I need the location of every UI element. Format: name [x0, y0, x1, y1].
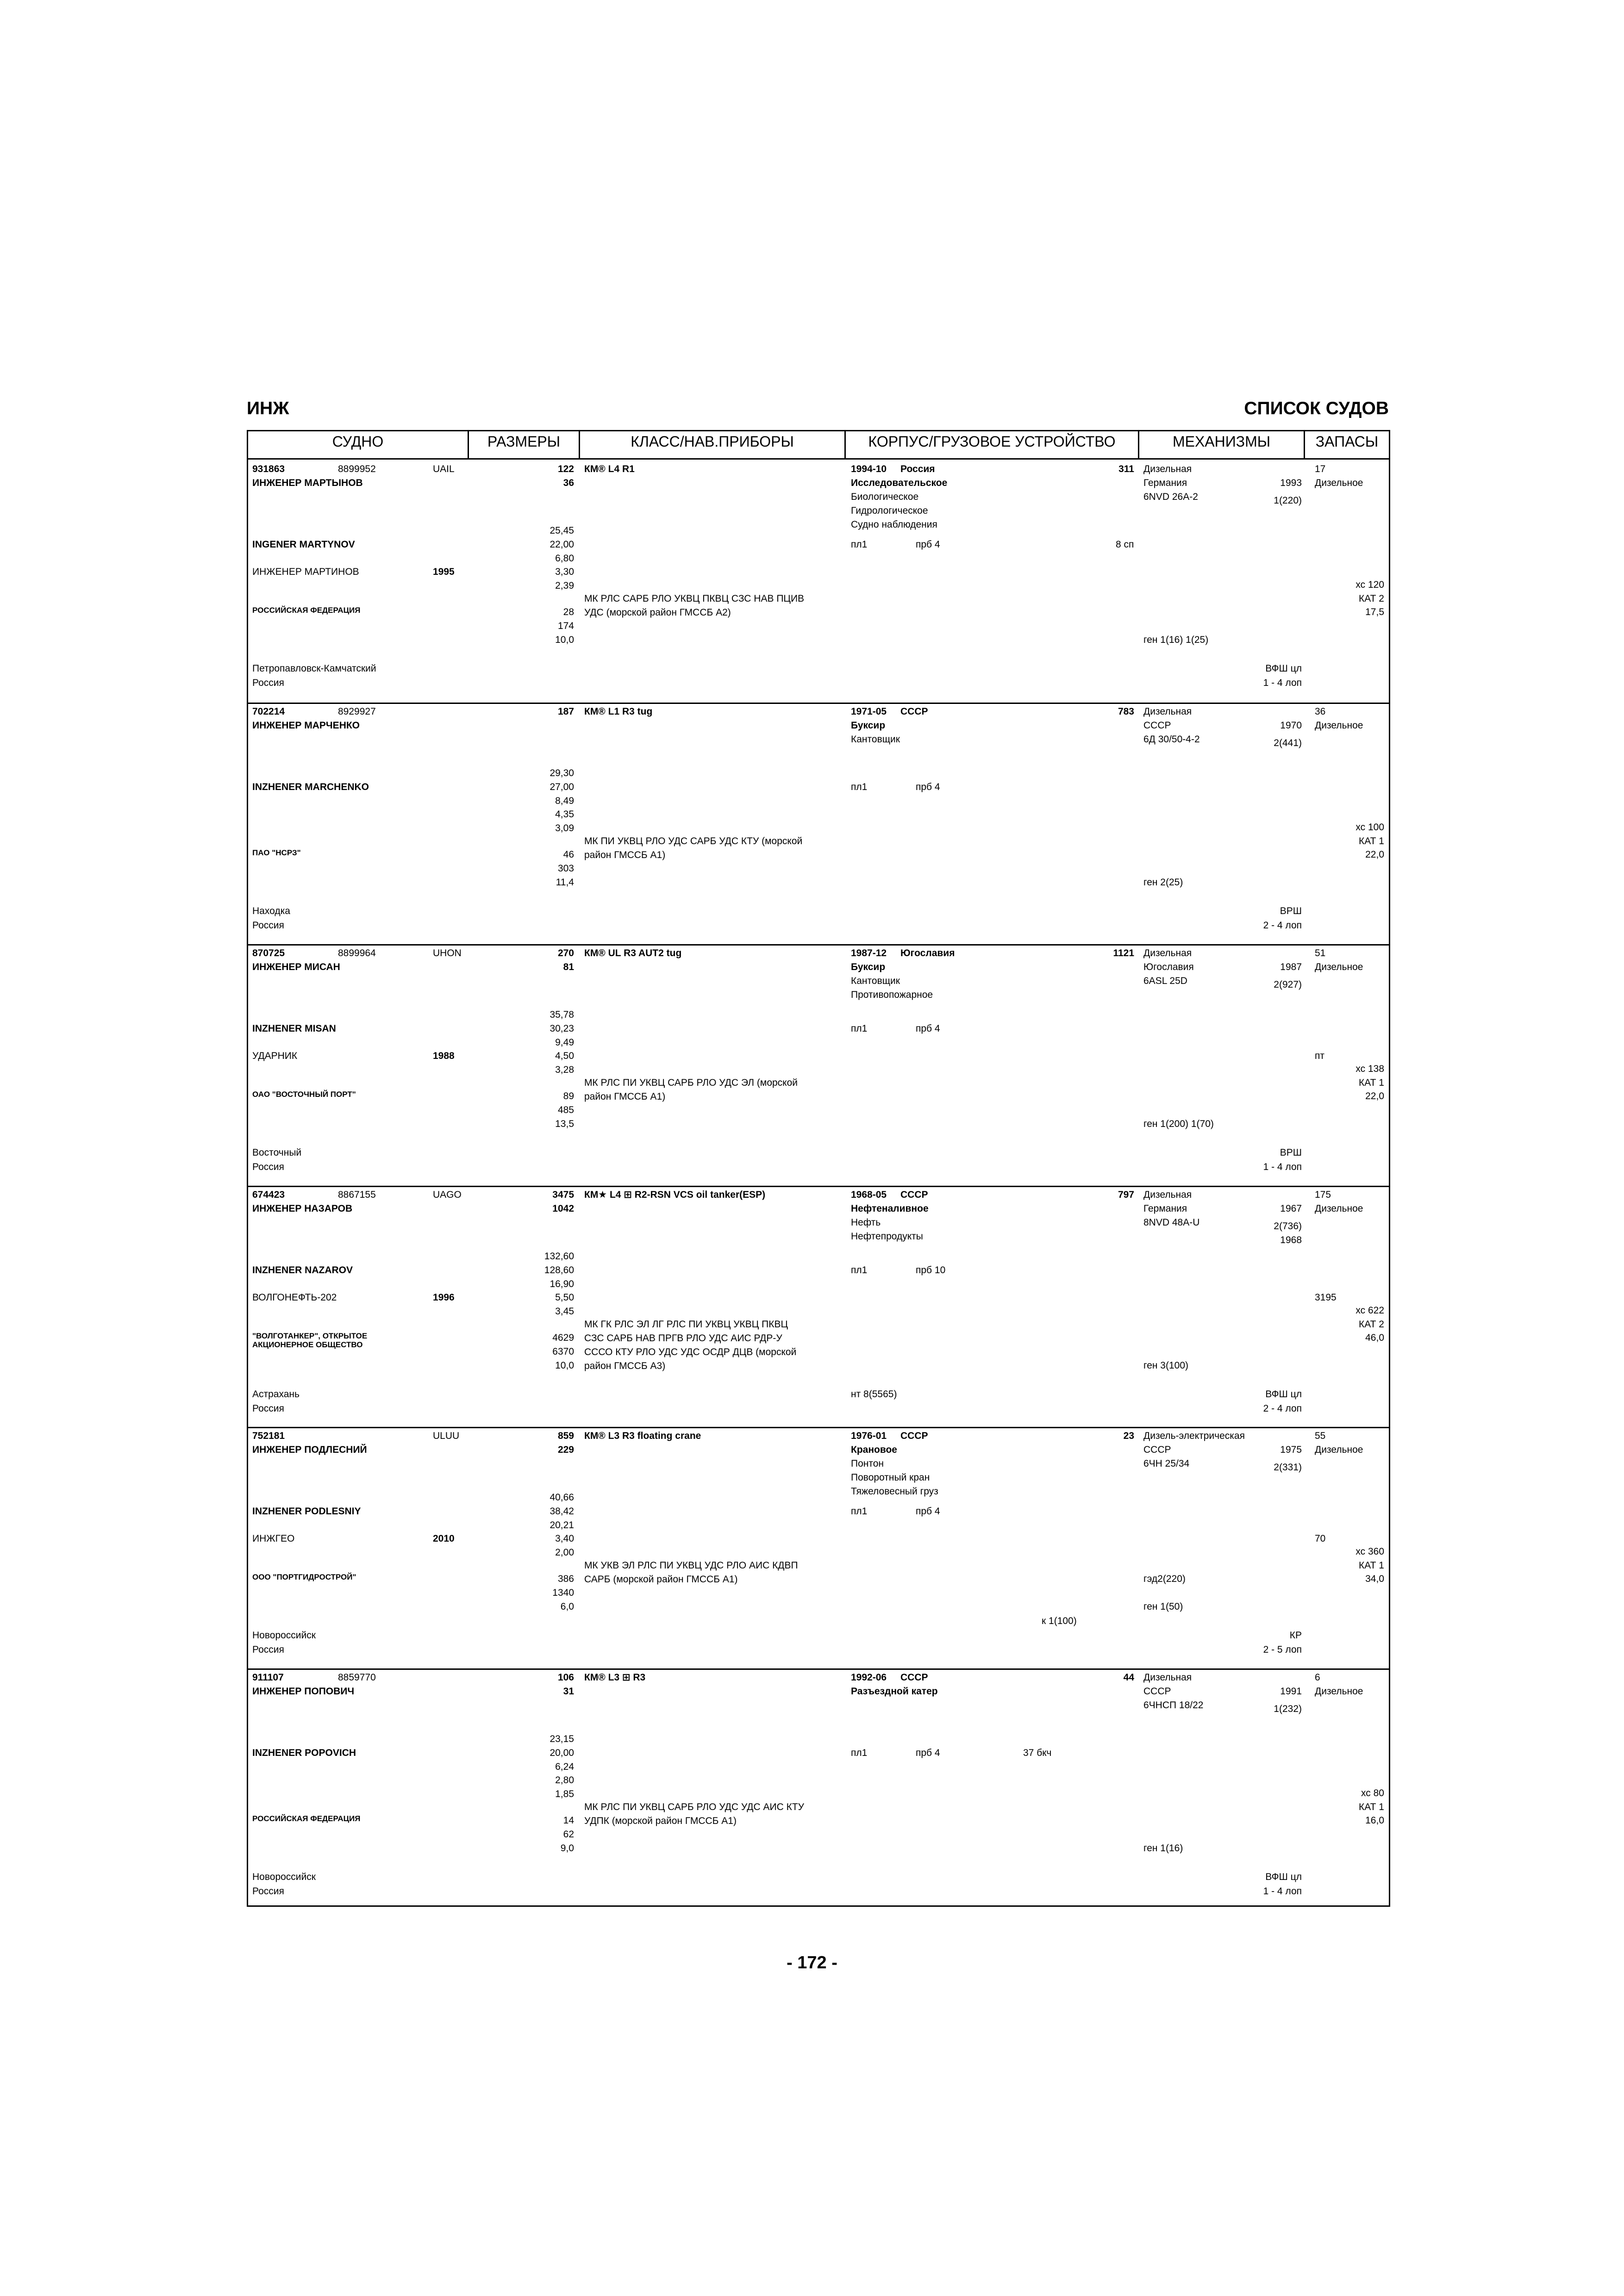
nav-equipment-line: САРБ (морской район ГМССБ А1): [584, 1574, 738, 1585]
supply-fuel: Дизельное: [1315, 1444, 1363, 1455]
crane-info: к 1(100): [1042, 1616, 1077, 1626]
call-sign: UAIL: [433, 464, 455, 474]
supply-category: КАТ 1: [1359, 1802, 1384, 1812]
dimension-value: 62: [563, 1829, 574, 1840]
former-name: ИНЖГЕО: [252, 1533, 295, 1544]
dimension-value: 8,49: [555, 796, 574, 806]
dimension-value: 2,39: [555, 580, 574, 591]
table-right-border: [1389, 430, 1390, 1907]
supply-fuel: Дизельное: [1315, 1203, 1363, 1214]
former-name: ВОЛГОНЕФТЬ-202: [252, 1292, 337, 1303]
dimension-value: 11,4: [556, 877, 574, 888]
dimension-value: 386: [557, 1574, 574, 1584]
registry-number: 870725: [252, 948, 285, 958]
vessel-type: Биологическое: [851, 492, 919, 502]
build-date: 1987-12: [851, 948, 887, 958]
dimension-value: 106: [557, 1672, 574, 1683]
supply-category: КАТ 1: [1359, 1077, 1384, 1088]
propeller-type: ВФШ цл: [1265, 663, 1302, 674]
bulkhead-count: прб 4: [916, 782, 940, 792]
engine-power: 1(232): [1274, 1704, 1302, 1714]
engine-country: Германия: [1143, 478, 1187, 488]
vessel-type: Поворотный кран: [851, 1472, 930, 1483]
flag-country: Россия: [252, 920, 284, 931]
hull-number: 311: [1118, 464, 1134, 474]
dimension-value: 20,21: [550, 1520, 574, 1531]
dimension-value: 4629: [552, 1332, 574, 1343]
build-country: СССР: [900, 1431, 928, 1441]
dimension-value: 29,30: [550, 768, 574, 778]
imo-number: 8867155: [338, 1189, 376, 1200]
supply-number: 36: [1315, 706, 1326, 717]
table-left-border: [247, 430, 248, 1907]
flag-country: Россия: [252, 1886, 284, 1897]
hull-number: 797: [1118, 1189, 1134, 1200]
dimension-value: 40,66: [550, 1492, 574, 1503]
dimension-value: 3,40: [555, 1533, 574, 1544]
vessel-type: Кантовщик: [851, 734, 900, 745]
vessel-type: Нефть: [851, 1217, 881, 1228]
imo-number: 8899952: [338, 464, 376, 474]
dimension-value: 1042: [552, 1203, 574, 1214]
former-name-year: 2010: [433, 1533, 455, 1544]
dimension-value: 4,35: [555, 809, 574, 820]
propeller-blades: 1 - 4 лоп: [1263, 678, 1302, 688]
engine-type: Дизельная: [1143, 948, 1192, 958]
owner: ОАО "ВОСТОЧНЫЙ ПОРТ": [252, 1090, 356, 1099]
flag-country: Россия: [252, 1403, 284, 1414]
dimension-value: 3,30: [555, 566, 574, 577]
engine-power: 2(927): [1274, 979, 1302, 990]
home-port: Восточный: [252, 1147, 302, 1158]
column-header-dimensions: РАЗМЕРЫ: [487, 433, 561, 450]
generators: ген 1(200) 1(70): [1143, 1119, 1214, 1129]
propeller-type: ВФШ цл: [1265, 1389, 1302, 1400]
build-country: Югославия: [900, 948, 955, 958]
engine-country: СССР: [1143, 1444, 1171, 1455]
vessel-type: Тяжеловесный груз: [851, 1486, 938, 1497]
supply-extra: пт: [1315, 1051, 1324, 1061]
call-sign: UHON: [433, 948, 462, 958]
nav-equipment-line: МК РЛС САРБ РЛО УКВЦ ПКВЦ СЗС НАВ ПЦИВ: [584, 593, 805, 604]
vessel-name: ИНЖЕНЕР НАЗАРОВ: [252, 1203, 353, 1214]
registry-number: 702214: [252, 706, 285, 717]
dimension-value: 6370: [552, 1346, 574, 1357]
dimension-value: 81: [563, 962, 574, 972]
vessel-type: Буксир: [851, 720, 886, 731]
propeller-blades: 2 - 4 лоп: [1263, 920, 1302, 931]
header-bottom-border: [247, 458, 1390, 460]
vessel-type: Крановое: [851, 1444, 897, 1455]
nav-equipment-line: СССО КТУ РЛО УДС УДС ОСДР ДЦВ (морской: [584, 1347, 797, 1357]
supply-category: КАТ 1: [1359, 1560, 1384, 1571]
dimension-value: 1,85: [555, 1789, 574, 1799]
propeller-blades: 2 - 4 лоп: [1263, 1403, 1302, 1414]
flag-country: Россия: [252, 678, 284, 688]
dimension-value: 3475: [552, 1189, 574, 1200]
dimension-value: 9,49: [555, 1037, 574, 1048]
dimension-value: 13,5: [555, 1119, 574, 1129]
dimension-value: 3,09: [555, 823, 574, 834]
engine-country: СССР: [1143, 720, 1171, 731]
engine-country: Германия: [1143, 1203, 1187, 1214]
column-header-vessel: СУДНО: [332, 433, 384, 450]
cargo-info: 37 бкч: [1023, 1748, 1052, 1758]
supply-extra: 3195: [1315, 1292, 1337, 1303]
supply-category: КАТ 1: [1359, 836, 1384, 846]
call-sign: UAGO: [433, 1189, 462, 1200]
build-country: СССР: [900, 1672, 928, 1683]
dimension-value: 4,50: [555, 1051, 574, 1061]
engine-type: Дизель-электрическая: [1143, 1431, 1245, 1441]
hull-number: 783: [1118, 706, 1134, 717]
engine-country: СССР: [1143, 1686, 1171, 1697]
vessel-type: Понтон: [851, 1458, 884, 1469]
home-port: Астрахань: [252, 1389, 300, 1400]
engine-year: 1970: [1280, 720, 1302, 731]
vessel-name-latin: INZHENER MISAN: [252, 1023, 336, 1034]
dimension-value: 303: [557, 863, 574, 874]
owner: ООО "ПОРТГИДРОСТРОЙ": [252, 1573, 356, 1581]
bulkhead-count: прб 4: [916, 539, 940, 550]
class-notation: КМ® L1 R3 tug: [584, 706, 653, 717]
owner: РОССИЙСКАЯ ФЕДЕРАЦИЯ: [252, 1814, 361, 1823]
class-notation: КМ® L3 ⊞ R3: [584, 1672, 646, 1683]
propeller-type: ВРШ: [1280, 906, 1302, 916]
home-port: Находка: [252, 906, 290, 916]
deck-count: пл1: [851, 539, 868, 550]
record-separator: [247, 1427, 1390, 1428]
build-date: 1976-01: [851, 1431, 887, 1441]
imo-number: 8929927: [338, 706, 376, 717]
nav-equipment-line: СЗС САРБ НАВ ПРГВ РЛО УДС АИС РДР-У: [584, 1333, 782, 1344]
owner: РОССИЙСКАЯ ФЕДЕРАЦИЯ: [252, 606, 361, 615]
dimension-value: 23,15: [550, 1734, 574, 1744]
running-header-right: СПИСОК СУДОВ: [1244, 398, 1389, 418]
vessel-name: ИНЖЕНЕР ПОПОВИЧ: [252, 1686, 355, 1697]
dimension-value: 187: [557, 706, 574, 717]
owner: ПАО "НСРЗ": [252, 848, 301, 857]
home-port: Новороссийск: [252, 1630, 316, 1641]
engine-type: Дизельная: [1143, 706, 1192, 717]
nav-equipment-line: МК ГК РЛС ЭЛ ЛГ РЛС ПИ УКВЦ УКВЦ ПКВЦ: [584, 1319, 788, 1330]
nav-equipment-line: район ГМССБ А3): [584, 1361, 666, 1371]
supply-fuel: Дизельное: [1315, 1686, 1363, 1697]
supply-xc: хс 138: [1355, 1064, 1384, 1074]
vessel-name: ИНЖЕНЕР МАРЧЕНКО: [252, 720, 360, 731]
supply-value: 17,5: [1365, 607, 1384, 617]
nav-equipment-line: МК РЛС ПИ УКВЦ САРБ РЛО УДС ЭЛ (морской: [584, 1077, 798, 1088]
vessel-type: Гидрологическое: [851, 505, 928, 516]
engine-year: 1967: [1280, 1203, 1302, 1214]
bulkhead-count: прб 4: [916, 1023, 940, 1034]
supply-number: 51: [1315, 948, 1326, 958]
bulkhead-count: прб 4: [916, 1506, 940, 1517]
dimension-value: 859: [557, 1431, 574, 1441]
vessel-name: ИНЖЕНЕР МАРТЫНОВ: [252, 478, 363, 488]
engine-type: Дизельная: [1143, 1672, 1192, 1683]
registry-number: 752181: [252, 1431, 285, 1441]
cargo-tanks: нт 8(5565): [851, 1389, 897, 1400]
dimension-value: 122: [557, 464, 574, 474]
engine-country: Югославия: [1143, 962, 1194, 972]
column-header-class: КЛАСС/НАВ.ПРИБОРЫ: [631, 433, 794, 450]
dimension-value: 3,28: [555, 1064, 574, 1075]
vessel-name-latin: INZHENER NAZAROV: [252, 1265, 353, 1276]
dimension-value: 6,80: [555, 553, 574, 564]
engine-power: 1(220): [1274, 495, 1302, 506]
engine-model: 8NVD 48A-U: [1143, 1217, 1200, 1228]
propeller-blades: 2 - 5 лоп: [1263, 1644, 1302, 1655]
supply-fuel: Дизельное: [1315, 962, 1363, 972]
supply-xc: хс 100: [1355, 822, 1384, 833]
supply-value: 22,0: [1365, 1091, 1384, 1101]
imo-number: 8899964: [338, 948, 376, 958]
nav-equipment-line: МК ПИ УКВЦ РЛО УДС САРБ УДС КТУ (морской: [584, 836, 803, 846]
bulkhead-count: прб 4: [916, 1748, 940, 1758]
dimension-value: 31: [563, 1686, 574, 1697]
record-separator: [247, 1668, 1390, 1670]
home-port: Новороссийск: [252, 1872, 316, 1882]
nav-equipment-line: район ГМССБ А1): [584, 850, 666, 860]
dimension-value: 132,60: [544, 1251, 574, 1262]
engine-type: Дизельная: [1143, 464, 1192, 474]
class-notation: КМ★ L4 ⊞ R2-RSN VCS oil tanker(ESP): [584, 1189, 766, 1200]
supply-xc: хс 360: [1355, 1546, 1384, 1557]
supply-extra: 70: [1315, 1533, 1326, 1544]
engine-model: 6ЧН 25/34: [1143, 1458, 1190, 1469]
supply-number: 6: [1315, 1672, 1320, 1683]
supply-category: КАТ 2: [1359, 1319, 1384, 1330]
supply-number: 55: [1315, 1431, 1326, 1441]
supply-xc: хс 622: [1355, 1305, 1384, 1316]
dimension-value: 485: [557, 1105, 574, 1115]
bulkhead-count: прб 10: [916, 1265, 946, 1276]
dimension-value: 6,0: [560, 1601, 574, 1612]
vessel-name-latin: INZHENER PODLESNIY: [252, 1506, 361, 1517]
engine-model: 6ЧНСП 18/22: [1143, 1700, 1204, 1711]
nav-equipment-line: район ГМССБ А1): [584, 1091, 666, 1102]
dimension-value: 35,78: [550, 1009, 574, 1020]
dimension-value: 38,42: [550, 1506, 574, 1517]
vessel-name-latin: INZHENER MARCHENKO: [252, 782, 369, 792]
engine-model: 6ASL 25D: [1143, 976, 1187, 986]
flag-country: Россия: [252, 1162, 284, 1172]
dimension-value: 20,00: [550, 1748, 574, 1758]
engine-power: 2(441): [1274, 738, 1302, 748]
propeller-blades: 1 - 4 лоп: [1263, 1162, 1302, 1172]
dimension-value: 46: [563, 849, 574, 860]
nav-equipment-line: МК УКВ ЭЛ РЛС ПИ УКВЦ УДС РЛО АИС КДВП: [584, 1560, 798, 1571]
engine-year-2: 1968: [1280, 1235, 1302, 1245]
supply-number: 175: [1315, 1189, 1331, 1200]
owner: "ВОЛГОТАНКЕР", ОТКРЫТОЕ АКЦИОНЕРНОЕ ОБЩЕСТВО: [252, 1332, 368, 1349]
build-country: СССР: [900, 1189, 928, 1200]
flag-country: Россия: [252, 1644, 284, 1655]
generators: ген 2(25): [1143, 877, 1183, 888]
column-header-hull: КОРПУС/ГРУЗОВОЕ УСТРОЙСТВО: [868, 433, 1116, 450]
deck-count: пл1: [851, 1265, 868, 1276]
build-country: СССР: [900, 706, 928, 717]
dimension-value: 6,24: [555, 1761, 574, 1772]
deck-count: пл1: [851, 1748, 868, 1758]
supply-number: 17: [1315, 464, 1326, 474]
deck-count: пл1: [851, 1506, 868, 1517]
dimension-value: 14: [563, 1815, 574, 1826]
cargo-info: 8 сп: [1116, 539, 1134, 550]
vessel-type: Противопожарное: [851, 989, 933, 1000]
deck-count: пл1: [851, 782, 868, 792]
dimension-value: 5,50: [555, 1292, 574, 1303]
home-port: Петропавловск-Камчатский: [252, 663, 376, 674]
dimension-value: 89: [563, 1091, 574, 1101]
running-header-left: ИНЖ: [247, 398, 289, 418]
column-header-supplies: ЗАПАСЫ: [1315, 433, 1379, 450]
table-top-border: [247, 430, 1390, 431]
engine-year: 1987: [1280, 962, 1302, 972]
record-separator: [247, 703, 1390, 704]
engine-year: 1993: [1280, 478, 1302, 488]
vessel-type: Нефтеналивное: [851, 1203, 929, 1214]
dimension-value: 16,90: [550, 1279, 574, 1289]
engine-power: 2(331): [1274, 1462, 1302, 1473]
vessel-name: ИНЖЕНЕР МИСАН: [252, 962, 340, 972]
registry-number: 931863: [252, 464, 285, 474]
vessel-type: Судно наблюдения: [851, 519, 937, 530]
dimension-value: 30,23: [550, 1023, 574, 1034]
dimension-value: 27,00: [550, 782, 574, 792]
dimension-value: 2,00: [555, 1547, 574, 1558]
dimension-value: 270: [557, 948, 574, 958]
generators: ген 1(50): [1143, 1601, 1183, 1612]
dimension-value: 25,45: [550, 525, 574, 536]
hull-number: 44: [1123, 1672, 1134, 1683]
build-date: 1968-05: [851, 1189, 887, 1200]
build-date: 1994-10: [851, 464, 887, 474]
former-name: ИНЖЕНЕР МАРТИНОВ: [252, 566, 359, 577]
former-name: УДАРНИК: [252, 1051, 298, 1061]
supply-xc: хс 120: [1355, 579, 1384, 590]
vessel-type: Кантовщик: [851, 976, 900, 986]
class-notation: КМ® L3 R3 floating crane: [584, 1431, 701, 1441]
engine-type: Дизельная: [1143, 1189, 1192, 1200]
table-bottom-border: [247, 1905, 1390, 1907]
former-name-year: 1996: [433, 1292, 455, 1303]
supply-value: 16,0: [1365, 1815, 1384, 1826]
supply-xc: хс 80: [1361, 1788, 1384, 1798]
engine-year: 1991: [1280, 1686, 1302, 1697]
dimension-value: 10,0: [555, 635, 574, 645]
build-country: Россия: [900, 464, 935, 474]
engine-model: 6NVD 26A-2: [1143, 492, 1198, 502]
electric-motor: гэд2(220): [1143, 1574, 1186, 1584]
dimension-value: 10,0: [555, 1360, 574, 1371]
propeller-type: КР: [1289, 1630, 1302, 1641]
vessel-name: ИНЖЕНЕР ПОДЛЕСНИЙ: [252, 1444, 367, 1455]
page-number: - 172 -: [787, 1953, 837, 1972]
supply-fuel: Дизельное: [1315, 478, 1363, 488]
engine-power: 2(736): [1274, 1221, 1302, 1232]
generators: ген 1(16): [1143, 1843, 1183, 1854]
engine-year: 1975: [1280, 1444, 1302, 1455]
vessel-type: Исследовательское: [851, 478, 948, 488]
nav-equipment-line: МК РЛС ПИ УКВЦ САРБ РЛО УДС УДС АИС КТУ: [584, 1802, 804, 1812]
propeller-type: ВРШ: [1280, 1147, 1302, 1158]
dimension-value: 9,0: [560, 1843, 574, 1854]
record-separator: [247, 944, 1390, 946]
hull-number: 1121: [1113, 948, 1134, 958]
nav-equipment-line: УДС (морской район ГМССБ А2): [584, 607, 731, 618]
dimension-value: 28: [563, 607, 574, 617]
class-notation: КМ® UL R3 AUT2 tug: [584, 948, 682, 958]
dimension-value: 1340: [552, 1587, 574, 1598]
vessel-name-latin: INGENER MARTYNOV: [252, 539, 355, 550]
supply-value: 46,0: [1365, 1332, 1384, 1343]
vessel-name-latin: INZHENER POPOVICH: [252, 1748, 356, 1758]
supply-fuel: Дизельное: [1315, 720, 1363, 731]
registry-number: 674423: [252, 1189, 285, 1200]
generators: ген 3(100): [1143, 1360, 1189, 1371]
supply-value: 34,0: [1365, 1574, 1384, 1584]
nav-equipment-line: УДПК (морской район ГМССБ А1): [584, 1816, 737, 1826]
vessel-type: Буксир: [851, 962, 886, 972]
dimension-value: 174: [557, 621, 574, 631]
dimension-value: 22,00: [550, 539, 574, 550]
registry-number: 911107: [252, 1672, 284, 1683]
propeller-type: ВФШ цл: [1265, 1872, 1302, 1882]
deck-count: пл1: [851, 1023, 868, 1034]
former-name-year: 1995: [433, 566, 455, 577]
dimension-value: 128,60: [544, 1265, 574, 1276]
dimension-value: 36: [563, 478, 574, 488]
dimension-value: 3,45: [555, 1306, 574, 1317]
build-date: 1971-05: [851, 706, 887, 717]
vessel-type: Нефтепродукты: [851, 1231, 923, 1242]
class-notation: КМ® L4 R1: [584, 464, 635, 474]
engine-model: 6Д 30/50-4-2: [1143, 734, 1200, 745]
former-name-year: 1988: [433, 1051, 455, 1061]
generators: ген 1(16) 1(25): [1143, 635, 1209, 645]
vessel-type: Разъездной катер: [851, 1686, 938, 1697]
record-separator: [247, 1186, 1390, 1187]
build-date: 1992-06: [851, 1672, 887, 1683]
supply-value: 22,0: [1365, 849, 1384, 860]
dimension-value: 229: [557, 1444, 574, 1455]
column-header-machinery: МЕХАНИЗМЫ: [1172, 433, 1271, 450]
supply-category: КАТ 2: [1359, 593, 1384, 604]
propeller-blades: 1 - 4 лоп: [1263, 1886, 1302, 1897]
call-sign: ULUU: [433, 1431, 460, 1441]
dimension-value: 2,80: [555, 1775, 574, 1786]
hull-number: 23: [1123, 1431, 1134, 1441]
imo-number: 8859770: [338, 1672, 376, 1683]
